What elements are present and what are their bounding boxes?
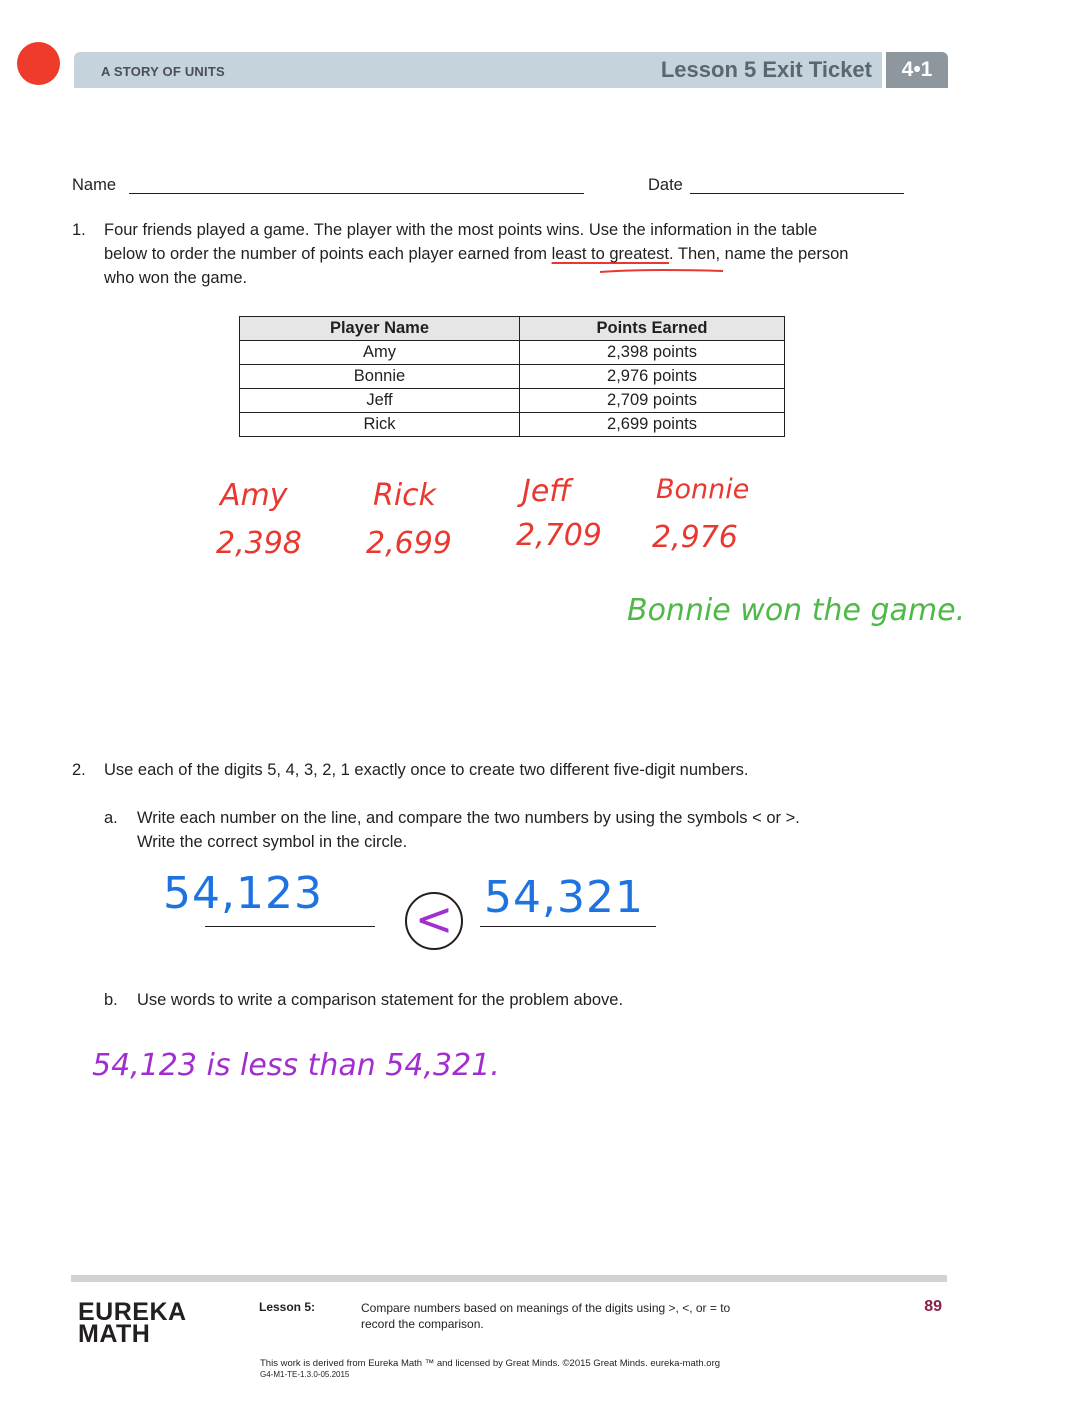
q1-text-line2: below to order the number of points each player earned from least to greatest. Then, name the person <box>104 245 849 263</box>
date-field[interactable] <box>690 193 904 194</box>
q2b-text: Use words to write a comparison statement for the problem above. <box>137 991 624 1009</box>
name-label: Name <box>72 176 117 194</box>
footer-lesson-description <box>361 1300 730 1332</box>
hw-points-2: 2,699 <box>366 526 452 561</box>
hw-name-2: Rick <box>373 478 437 513</box>
eureka-math-logo <box>78 1298 187 1348</box>
table-row <box>240 341 785 365</box>
table-cell: 2,699 points <box>520 413 785 437</box>
table-cell: 2,398 points <box>520 341 785 365</box>
red-dot-icon <box>17 42 60 85</box>
red-underline-mark <box>598 264 728 276</box>
answer-line-right[interactable] <box>480 926 656 927</box>
q1-text <box>104 218 944 290</box>
hw-points-4: 2,976 <box>652 520 738 555</box>
q1-number: 1. <box>72 221 86 239</box>
date-label: Date <box>648 176 683 194</box>
footer-lesson-label: Lesson 5: <box>259 1300 316 1314</box>
series-label: A STORY OF UNITS <box>101 64 225 79</box>
table-cell: Bonnie <box>240 365 520 389</box>
points-table <box>239 316 785 437</box>
hw-comparison-statement: 54,123 is less than 54,321. <box>92 1048 500 1083</box>
q2a-text <box>137 806 937 854</box>
q2b-label: b. <box>104 991 118 1009</box>
footer-license: This work is derived from Eureka Math ™ and licensed by Great Minds. ©2015 Great Minds. eureka-math.org <box>260 1358 721 1369</box>
hw-points-1: 2,398 <box>216 526 302 561</box>
hw-number-right: 54,321 <box>484 872 644 923</box>
footer-rule <box>71 1275 947 1282</box>
lesson-title: Lesson 5 Exit Ticket <box>660 57 872 82</box>
table-header-cell: Points Earned <box>520 317 785 341</box>
table-cell: Amy <box>240 341 520 365</box>
q2a-label: a. <box>104 809 118 827</box>
hw-number-left: 54,123 <box>163 868 323 919</box>
table-row <box>240 365 785 389</box>
hw-points-3: 2,709 <box>516 518 602 553</box>
logo-line-2: MATH <box>78 1320 151 1348</box>
hw-winner-answer: Bonnie won the game. <box>627 593 966 628</box>
table-cell: 2,976 points <box>520 365 785 389</box>
footer-desc-line1: Compare numbers based on meanings of the digits using >, <, or = to <box>361 1301 731 1315</box>
q2a-text-line1: Write each number on the line, and compare the two numbers by using the symbols < or >. <box>137 809 800 827</box>
table-cell: 2,709 points <box>520 389 785 413</box>
answer-line-left[interactable] <box>205 926 375 927</box>
hw-name-4: Bonnie <box>656 474 750 505</box>
table-cell: Rick <box>240 413 520 437</box>
logo-line-1: EUREKA <box>78 1298 187 1326</box>
table-row <box>240 413 785 437</box>
page-number: 89 <box>924 1298 942 1315</box>
q2a-text-line2: Write the correct symbol in the circle. <box>137 833 408 851</box>
footer-desc-line2: record the comparison. <box>361 1317 484 1331</box>
table-header-row <box>240 317 785 341</box>
table-cell: Jeff <box>240 389 520 413</box>
table-header-cell: Player Name <box>240 317 520 341</box>
hw-name-3: Jeff <box>522 474 571 509</box>
hw-comparison-symbol: < <box>414 892 454 946</box>
q2-number: 2. <box>72 761 86 779</box>
q1-text-line1: Four friends played a game. The player with the most points wins. Use the information in the table <box>104 221 818 239</box>
hw-name-1: Amy <box>220 478 288 513</box>
q1-emphasis: least to greatest <box>551 245 669 263</box>
q2-text: Use each of the digits 5, 4, 3, 2, 1 exactly once to create two different five-digit numbers. <box>104 761 749 779</box>
table-row <box>240 389 785 413</box>
name-field[interactable] <box>129 193 584 194</box>
grade-module-badge: 4•1 <box>886 52 948 88</box>
q1-text-line3: who won the game. <box>104 269 248 287</box>
footer-code: G4-M1-TE-1.3.0-05.2015 <box>260 1370 350 1379</box>
